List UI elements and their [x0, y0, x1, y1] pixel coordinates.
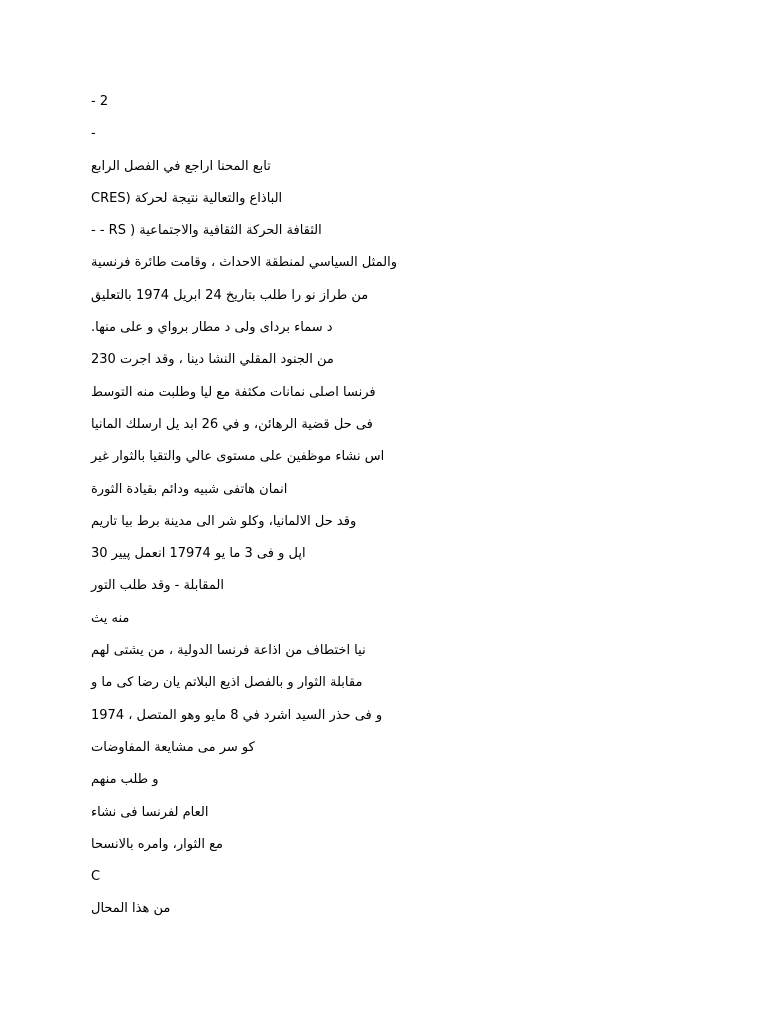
- text-line: فى حل قضية الرهائن، و في 26 ابد يل ارسلك المانيا: [91, 416, 373, 432]
- text-line: الباذاع والتعالية نتيجة لحركة (CRES: [91, 190, 283, 206]
- text-line: كو سر مى مشايعة المفاوضات: [91, 739, 255, 755]
- text-line: العام لفرنسا فى نشاء: [91, 804, 209, 820]
- text-line: وقد حل الالمانيا، وكلو شر الى مدينة برط بيا تاريم: [91, 513, 357, 529]
- text-line: د سماء بردای ولی د مطار برواي و على منها.: [91, 320, 333, 336]
- text-line: اپل و فی 3 ما يو 17974 انعمل پيير 30: [91, 546, 306, 562]
- text-line: و طلب منهم: [91, 772, 159, 788]
- text-line: من الجنود المقلي النشا دينا ، وقد اجرت 230: [91, 352, 334, 368]
- text-lines: [91, 92, 691, 932]
- text-line: -: [91, 126, 96, 142]
- text-line: - 2: [91, 94, 109, 109]
- text-line: مع الثوار، وامره بالانسحا: [91, 836, 223, 852]
- text-line: انمان هاتفى شبيه ودائم بقيادة الثورة: [91, 481, 288, 497]
- text-line: تابع المحنا اراجع في الفصل الرابع: [91, 158, 271, 174]
- text-line: المقابلة - وقد طلب التور: [91, 578, 224, 594]
- text-line: من هذا المحال: [91, 901, 171, 917]
- text-line: اس نشاء موظفين على مستوى عالي والتقيا بالثوار غير: [91, 449, 385, 465]
- text-line: والمثل السياسي لمنطقة الاحداث ، وقامت طائرة فرنسية: [91, 255, 397, 271]
- text-line: الثقافة الحركة الثقافية والاجتماعية ( RS - -: [91, 223, 322, 239]
- text-line: مقابلة الثوار و بالفصل اذيع البلاتم يان رضا کی ما و: [91, 675, 363, 691]
- text-line: و فى حذر السيد اشرد في 8 مايو وهو المتصل ، 1974: [91, 707, 383, 723]
- text-line: من طراز نو را طلب بتاريخ 24 ابريل 1974 بالتعليق: [91, 287, 369, 303]
- text-line: C: [91, 869, 101, 885]
- text-line: نيا اختطاف من اذاعة فرنسا الدولية ، من يشتى لهم: [91, 643, 366, 659]
- text-line: منه يث: [91, 610, 130, 626]
- text-line: فرنسا اصلى نمانات مكثفة مع ليا وطلبت منه التوسط: [91, 384, 376, 400]
